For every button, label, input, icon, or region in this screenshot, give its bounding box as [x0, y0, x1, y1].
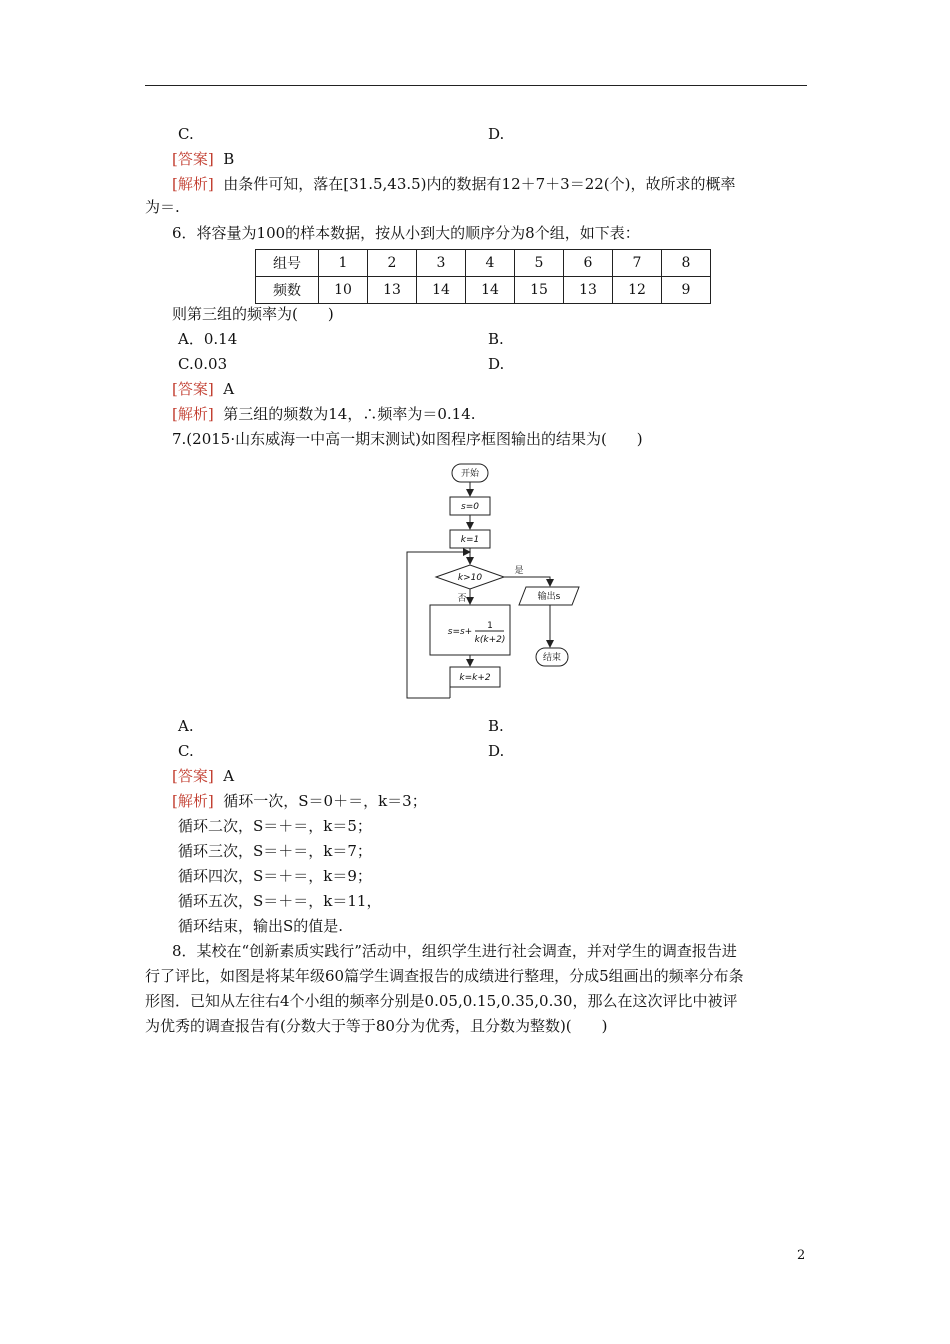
- explanation-tag: [解析]: [172, 405, 214, 423]
- table-cell: 12: [613, 277, 662, 304]
- q6-option-a: A．0.14: [178, 330, 238, 348]
- q6-stem: 6．将容量为100的样本数据，按从小到大的顺序分为8个组，如下表：: [172, 224, 640, 242]
- q6-option-c: C.0.03: [178, 355, 228, 373]
- q7-option-d: D.: [488, 742, 505, 760]
- table-cell: 14: [417, 277, 466, 304]
- q7-explanation: [172, 791, 427, 811]
- q7-explanation-line: 循环三次，S＝＋＝，k＝7；: [178, 842, 372, 860]
- q7-explanation-line: 循环二次，S＝＋＝，k＝5；: [178, 817, 372, 835]
- q8-stem-line: 形图．已知从左往右4个小组的频率分别是0.05,0.15,0.35,0.30，那么在这次评比中被评: [145, 992, 738, 1010]
- q7-option-a: A.: [178, 717, 194, 735]
- table-cell: 10: [319, 277, 368, 304]
- flow-init-k-label: k=1: [460, 535, 480, 545]
- table-cell: 6: [564, 250, 613, 277]
- explanation-tag: [解析]: [172, 792, 214, 810]
- q6-question: 则第三组的频率为( ): [172, 305, 334, 323]
- q5-explanation: [172, 174, 736, 194]
- table-cell: 13: [564, 277, 613, 304]
- table-cell: 13: [368, 277, 417, 304]
- q6-answer: [172, 379, 234, 399]
- answer-value: A: [223, 380, 235, 398]
- answer-tag: [答案]: [172, 380, 214, 398]
- explanation-text: 循环一次，S＝0＋＝，k＝3；: [223, 792, 427, 810]
- flow-output-label: 输出s: [537, 592, 561, 602]
- answer-tag: [答案]: [172, 150, 214, 168]
- q8-stem-line: 为优秀的调查报告有(分数大于等于80分为优秀，且分数为整数)( ): [145, 1017, 608, 1035]
- explanation-text: 第三组的频数为14，∴频率为＝0.14.: [223, 405, 476, 423]
- q7-explanation-line: 循环四次，S＝＋＝，k＝9；: [178, 867, 372, 885]
- q7-option-b: B.: [488, 717, 504, 735]
- answer-value: A: [223, 767, 235, 785]
- q8-stem-line: 行了评比，如图是将某年级60篇学生调查报告的成绩进行整理，分成5组画出的频率分布条: [145, 967, 744, 985]
- table-cell: 1: [319, 250, 368, 277]
- explanation-text: 由条件可知，落在[31.5,43.5)内的数据有12＋7＋3＝22(个)，故所求的概率: [223, 175, 736, 193]
- q7-explanation-line: 循环五次，S＝＋＝，k＝11，: [178, 892, 382, 910]
- header-rule: [145, 85, 807, 86]
- table-cell: 2: [368, 250, 417, 277]
- flow-condition-label: k>10: [457, 573, 483, 583]
- flow-update-k-label: k=k+2: [459, 673, 491, 683]
- table-header-cell: 频数: [256, 277, 319, 304]
- flow-start-label: 开始: [460, 469, 480, 479]
- q5-option-c: C.: [178, 125, 194, 143]
- table-row: [256, 277, 711, 304]
- q7-answer: [172, 766, 234, 786]
- q5-explanation-cont: 为＝.: [145, 198, 180, 216]
- answer-value: B: [223, 150, 235, 168]
- q7-option-c: C.: [178, 742, 194, 760]
- table-row: [256, 250, 711, 277]
- q6-option-d: D.: [488, 355, 505, 373]
- flow-end-label: 结束: [542, 653, 562, 663]
- q5-answer: [172, 149, 234, 169]
- table-cell: 9: [662, 277, 711, 304]
- table-cell: 15: [515, 277, 564, 304]
- table-header-cell: 组号: [256, 250, 319, 277]
- answer-tag: [答案]: [172, 767, 214, 785]
- flow-update-s-label: s=s+: [447, 627, 473, 637]
- flow-frac-numerator: 1: [487, 621, 493, 631]
- flow-no-label: 否: [457, 594, 467, 604]
- q6-option-b: B.: [488, 330, 504, 348]
- table-cell: 14: [466, 277, 515, 304]
- flow-frac-denominator: k(k+2): [474, 635, 506, 645]
- page-number: 2: [797, 1248, 806, 1263]
- table-cell: 3: [417, 250, 466, 277]
- explanation-tag: [解析]: [172, 175, 214, 193]
- q7-stem: 7.(2015·山东威海一中高一期末测试)如图程序框图输出的结果为( ): [172, 430, 643, 448]
- q7-explanation-line: 循环结束，输出S的值是.: [178, 917, 344, 935]
- table-cell: 7: [613, 250, 662, 277]
- table-cell: 8: [662, 250, 711, 277]
- table-cell: 4: [466, 250, 515, 277]
- frequency-table: [255, 249, 711, 304]
- flow-yes-label: 是: [514, 566, 524, 576]
- q6-explanation: [172, 404, 476, 424]
- q8-stem-line: 8．某校在“创新素质实践行”活动中，组织学生进行社会调查，并对学生的调查报告进: [172, 942, 737, 960]
- table-cell: 5: [515, 250, 564, 277]
- program-flowchart: [400, 460, 590, 705]
- flow-init-s-label: s=0: [461, 502, 479, 512]
- q5-option-d: D.: [488, 125, 505, 143]
